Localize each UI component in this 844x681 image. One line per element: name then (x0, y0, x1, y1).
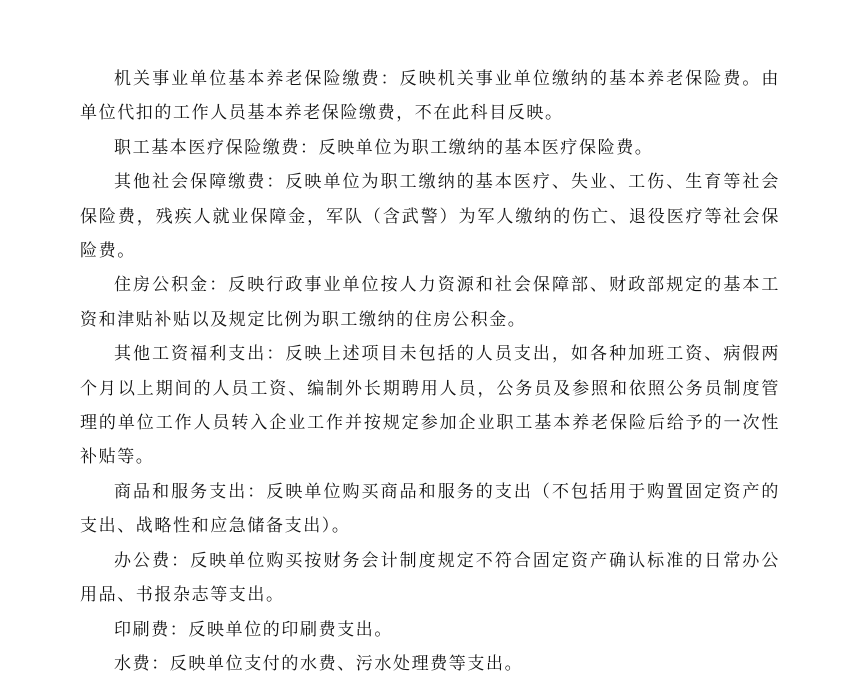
paragraph-housing-fund: 住房公积金：反映行政事业单位按人力资源和社会保障部、财政部规定的基本工资和津贴补贴以及规定比例为职工缴纳的住房公积金。 (80, 275, 780, 330)
paragraph-pension-contribution: 机关事业单位基本养老保险缴费：反映机关事业单位缴纳的基本养老保险费。由单位代扣的工作人员基本养老保险缴费，不在此科目反映。 (80, 69, 780, 124)
document-body (80, 62, 780, 681)
paragraph-office-expenses: 办公费：反映单位购买按财务会计制度规定不符合固定资产确认标准的日常办公用品、书报杂志等支出。 (80, 550, 780, 606)
paragraph-goods-services: 商品和服务支出：反映单位购买商品和服务的支出（不包括用于购置固定资产的支出、战略性和应急储备支出）。 (80, 481, 780, 537)
paragraph-water-expenses: 水费：反映单位支付的水费、污水处理费等支出。 (114, 653, 524, 674)
paragraph-other-welfare: 其他工资福利支出：反映上述项目未包括的人员支出，如各种加班工资、病假两个月以上期间的人员工资、编制外长期聘用人员，公务员及参照和依照公务员制度管理的单位工作人员转入企业工作并按规定参加企业职工基本养老保险后给予的一次性补贴等。 (80, 344, 780, 468)
paragraph-printing-expenses: 印刷费：反映单位的印刷费支出。 (114, 619, 393, 640)
paragraph-other-social-security: 其他社会保障缴费：反映单位为职工缴纳的基本医疗、失业、工伤、生育等社会保险费，残疾人就业保障金，军队（含武警）为军人缴纳的伤亡、退役医疗等社会保险费。 (80, 172, 780, 262)
paragraph-medical-insurance: 职工基本医疗保险缴费：反映单位为职工缴纳的基本医疗保险费。 (114, 137, 654, 158)
